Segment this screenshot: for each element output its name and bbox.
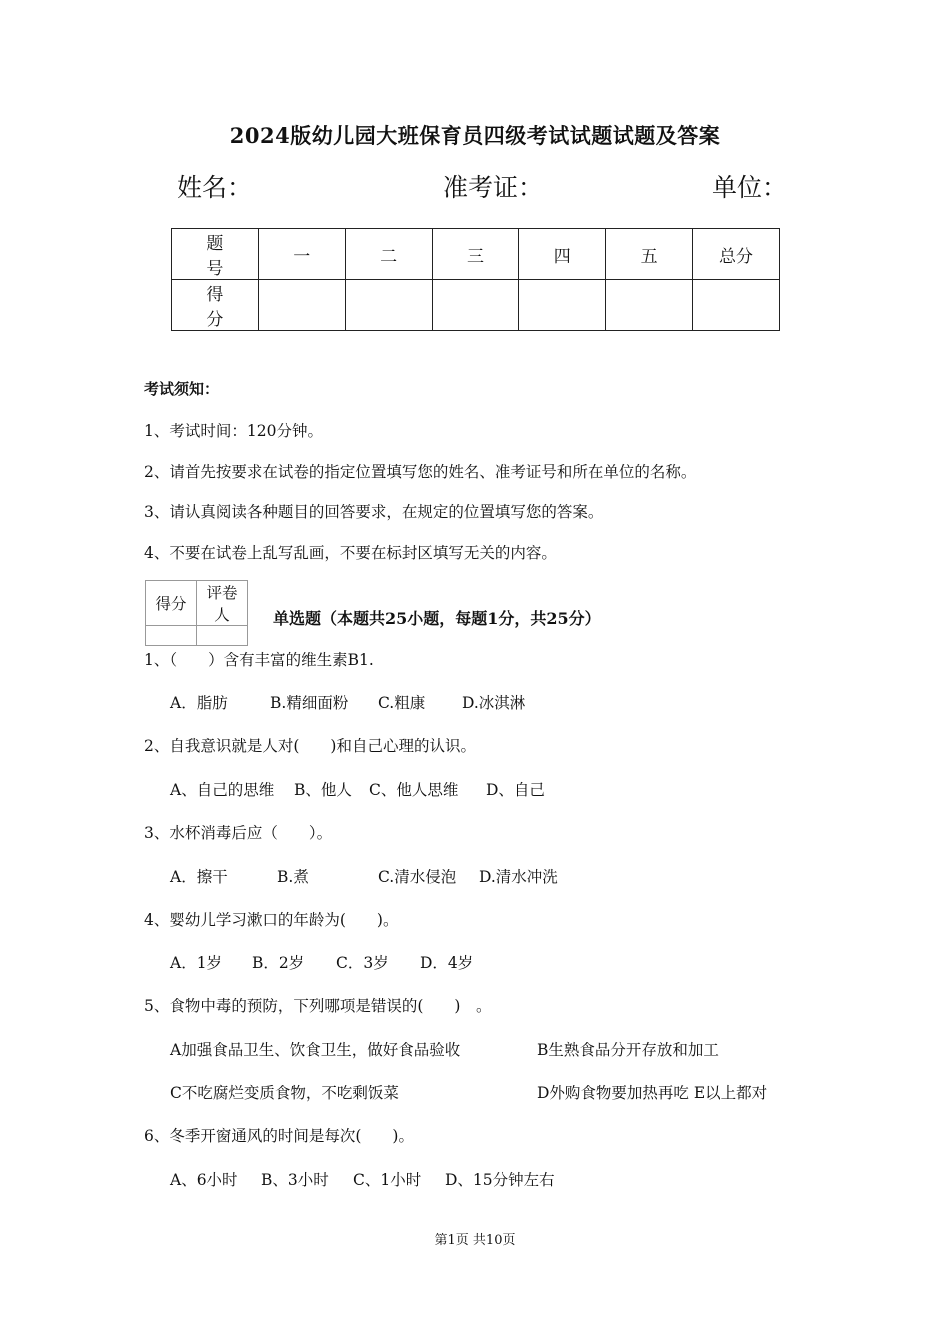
score-table-header-cell: 四 bbox=[519, 229, 606, 280]
question-option: B、他人 bbox=[294, 781, 352, 799]
question-option: D．4岁 bbox=[420, 954, 474, 972]
grader-name-cell bbox=[197, 626, 248, 646]
score-cell bbox=[519, 280, 606, 331]
score-table-header-cell: 二 bbox=[345, 229, 432, 280]
name-label: 姓名： bbox=[177, 173, 253, 202]
score-cell bbox=[606, 280, 693, 331]
question-option: A、自己的思维 bbox=[170, 781, 275, 799]
question-option: C．3岁 bbox=[336, 954, 389, 972]
question-text: 6、冬季开窗通风的时间是每次( )。 bbox=[144, 1127, 414, 1145]
score-table-header-cell: 一 bbox=[258, 229, 345, 280]
question-option: C、1小时 bbox=[353, 1171, 422, 1189]
exam-number-label: 准考证： bbox=[443, 173, 544, 202]
notice-item: 3、请认真阅读各种题目的回答要求，在规定的位置填写您的答案。 bbox=[144, 503, 604, 521]
score-table-header-row bbox=[172, 229, 780, 280]
score-cell bbox=[432, 280, 519, 331]
score-table-header-cell: 五 bbox=[606, 229, 693, 280]
notice-item: 1、考试时间：120分钟。 bbox=[144, 422, 323, 440]
question-option: B.精细面粉 bbox=[270, 694, 349, 712]
score-row-label: 得 分 bbox=[172, 280, 259, 331]
question-option: A．1岁 bbox=[170, 954, 223, 972]
question-option: B．2岁 bbox=[252, 954, 305, 972]
question-text: 2、自我意识就是人对( )和自己心理的认识。 bbox=[144, 737, 476, 755]
score-table-header-cell: 三 bbox=[432, 229, 519, 280]
question-option: D外购食物要加热再吃 E以上都对 bbox=[537, 1084, 768, 1102]
notice-heading: 考试须知： bbox=[144, 380, 220, 398]
question-option: B.煮 bbox=[277, 868, 309, 886]
section-title: 单选题（本题共25小题，每题1分，共25分） bbox=[273, 609, 601, 628]
question-text: 1、（ ）含有丰富的维生素B1. bbox=[144, 651, 374, 669]
document-title: 2024版幼儿园大班保育员四级考试试题试题及答案 bbox=[229, 123, 721, 148]
score-table-header-cell: 总分 bbox=[693, 229, 780, 280]
question-option: C.清水侵泡 bbox=[378, 868, 457, 886]
grader-score-label: 得分 bbox=[146, 581, 197, 626]
score-table-header-cell: 题 号 bbox=[172, 229, 259, 280]
score-cell bbox=[345, 280, 432, 331]
grader-box bbox=[145, 580, 248, 646]
question-option: A．擦干 bbox=[170, 868, 228, 886]
question-text: 5、食物中毒的预防，下列哪项是错误的( ) 。 bbox=[144, 997, 492, 1015]
question-option: C不吃腐烂变质食物，不吃剩饭菜 bbox=[170, 1084, 399, 1102]
question-option: A．脂肪 bbox=[170, 694, 228, 712]
question-option: D.冰淇淋 bbox=[462, 694, 526, 712]
question-option: D.清水冲洗 bbox=[479, 868, 558, 886]
notice-item: 4、不要在试卷上乱写乱画，不要在标封区填写无关的内容。 bbox=[144, 544, 557, 562]
grader-name-label: 评卷人 bbox=[197, 581, 248, 626]
question-text: 4、婴幼儿学习漱口的年龄为( )。 bbox=[144, 911, 399, 929]
notice-item: 2、请首先按要求在试卷的指定位置填写您的姓名、准考证号和所在单位的名称。 bbox=[144, 463, 697, 481]
question-option: A、6小时 bbox=[170, 1171, 238, 1189]
question-option: D、15分钟左右 bbox=[445, 1171, 555, 1189]
question-option: C、他人思维 bbox=[369, 781, 459, 799]
question-option: A加强食品卫生、饮食卫生，做好食品验收 bbox=[170, 1041, 461, 1059]
score-cell bbox=[693, 280, 780, 331]
grader-score-cell bbox=[146, 626, 197, 646]
score-table bbox=[171, 228, 780, 331]
unit-label: 单位： bbox=[712, 173, 788, 202]
page-footer: 第1页 共10页 bbox=[434, 1233, 516, 1248]
question-option: C.粗康 bbox=[378, 694, 426, 712]
question-option: B、3小时 bbox=[261, 1171, 329, 1189]
score-table-score-row bbox=[172, 280, 780, 331]
question-text: 3、水杯消毒后应（ ）。 bbox=[144, 824, 333, 842]
question-option: B生熟食品分开存放和加工 bbox=[537, 1041, 719, 1059]
question-option: D、自己 bbox=[486, 781, 545, 799]
